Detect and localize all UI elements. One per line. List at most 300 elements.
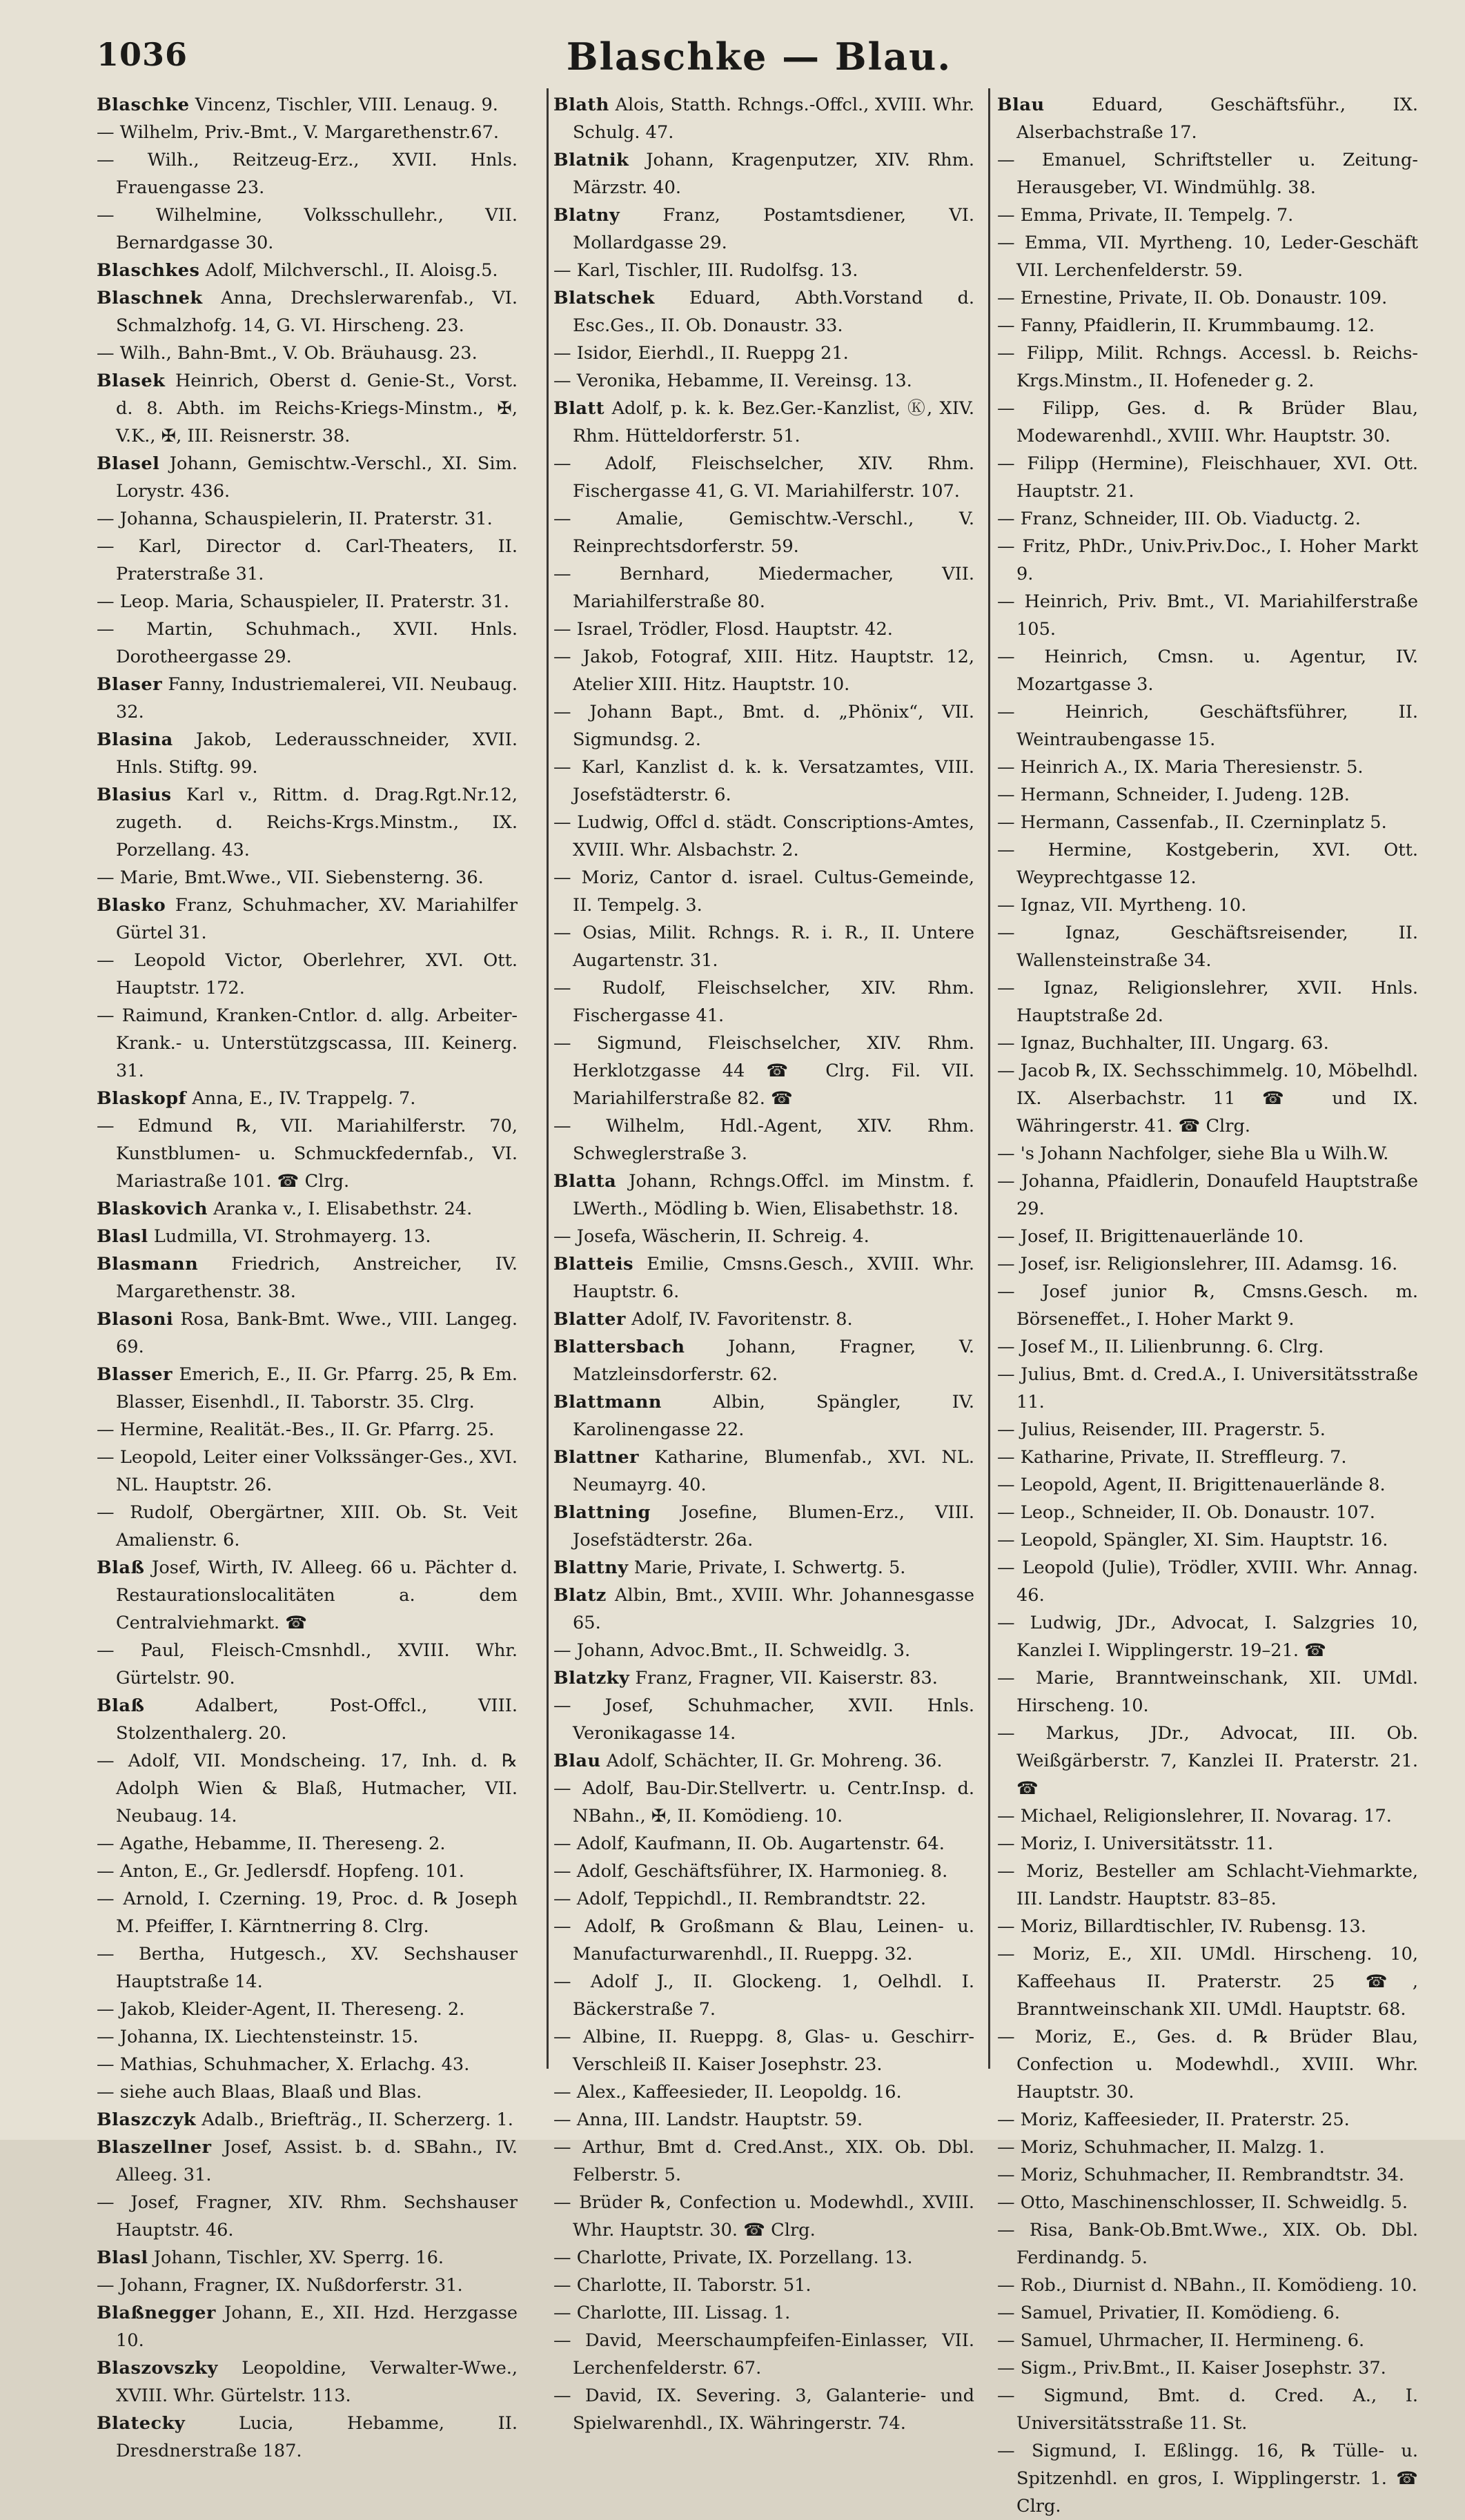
entry-text: Karl v., Rittm. d. Drag.Rgt.Nr.12, zugeth. d. Reichs-Krgs.Minstm., IX. Porzellang. 43. <box>116 785 518 860</box>
entry-text: — Johanna, IX. Liechtensteinstr. 15. <box>97 2027 419 2047</box>
directory-entry <box>97 1306 518 1361</box>
directory-entry <box>553 339 974 367</box>
entry-text: Albin, Spängler, IV. Karolinengasse 22. <box>573 1392 974 1440</box>
entry-text: — Moriz, E., XII. UMdl. Hirscheng. 10, Kaffeehaus II. Praterstr. 25 ☎, Branntweinschank XII. UMdl. Hauptstr. 68. <box>997 1944 1418 2020</box>
entry-text: — Leop., Schneider, II. Ob. Donaustr. 107. <box>997 1502 1375 1523</box>
entry-surname: Blaszczyk <box>97 2109 197 2130</box>
entry-text: — Samuel, Uhrmacher, II. Hermineng. 6. <box>997 2330 1365 2351</box>
entry-text: Eduard, Abth.Vorstand d. Esc.Ges., II. Ob. Donaustr. 33. <box>573 288 974 336</box>
entry-text: Eduard, Geschäftsführ., IX. Alserbachstraße 17. <box>1016 95 1418 143</box>
entry-surname: Blaßnegger <box>97 2303 216 2323</box>
page-number: 1036 <box>97 36 188 73</box>
entry-text: — Johann, Fragner, IX. Nußdorferstr. 31. <box>97 2275 463 2296</box>
directory-entry <box>553 1168 974 1223</box>
directory-entry <box>997 229 1418 284</box>
directory-entry <box>553 1112 974 1168</box>
directory-entry <box>553 1885 974 1913</box>
directory-entry <box>997 1471 1418 1499</box>
entry-text: — Hermann, Cassenfab., II. Czerninplatz 5. <box>997 812 1387 833</box>
directory-entry <box>997 2161 1418 2189</box>
directory-entry <box>97 146 518 201</box>
entry-text: — Heinrich A., IX. Maria Theresienstr. 5. <box>997 757 1364 778</box>
entry-text: Johann, Kragenputzer, XIV. Rhm. Märzstr. 40. <box>573 150 974 198</box>
entry-text: Josef, Wirth, IV. Alleeg. 66 u. Pächter d. Restaurationslocalitäten a. dem Centralviehmarkt. ☎ <box>116 1557 518 1633</box>
entry-surname: Blattner <box>553 1447 639 1468</box>
entry-text: Franz, Postamtsdiener, VI. Mollardgasse 29. <box>573 205 975 253</box>
entry-surname: Blaß <box>97 1557 145 1578</box>
directory-entry <box>553 698 974 754</box>
entry-text: Johann, E., XII. Hzd. Herzgasse 10. <box>116 2303 518 2351</box>
directory-entry <box>997 809 1418 836</box>
directory-entry <box>997 643 1418 698</box>
entry-surname: Blattny <box>553 1557 629 1578</box>
entry-text: Fanny, Industriemalerei, VII. Neubaug. 32. <box>116 674 518 722</box>
entry-text: Alois, Statth. Rchngs.-Offcl., XVIII. Whr. Schulg. 47. <box>573 95 975 143</box>
directory-entry <box>553 2382 974 2437</box>
directory-entry <box>997 1057 1418 1140</box>
entry-text: — Charlotte, III. Lissag. 1. <box>553 2303 791 2323</box>
directory-entry <box>553 367 974 395</box>
entry-text: — Moriz, Kaffeesieder, II. Praterstr. 25. <box>997 2109 1350 2130</box>
entry-text: — Charlotte, Private, IX. Porzellang. 13. <box>553 2247 913 2268</box>
entry-text: — Bernhard, Miedermacher, VII. Mariahilferstraße 80. <box>553 564 974 612</box>
directory-entry <box>997 1223 1418 1250</box>
entry-text: Aranka v., I. Elisabethstr. 24. <box>213 1199 473 1219</box>
entry-text: — Adolf, Fleischselcher, XIV. Rhm. Fischergasse 41, G. VI. Mariahilferstr. 107. <box>553 453 974 502</box>
entry-text: — Filipp, Ges. d. ℞ Brüder Blau, Modewarenhdl., XVIII. Whr. Hauptstr. 30. <box>997 398 1418 446</box>
entry-text: — Moriz, Billardtischler, IV. Rubensg. 13. <box>997 1916 1366 1937</box>
entry-text: — Leopold Victor, Oberlehrer, XVI. Ott. Hauptstr. 172. <box>97 950 518 998</box>
entry-text: Franz, Schuhmacher, XV. Mariahilfer Gürtel 31. <box>116 895 518 943</box>
directory-entry <box>553 616 974 643</box>
entry-text: — Leopold, Leiter einer Volkssänger-Ges., XVI. NL. Hauptstr. 26. <box>97 1447 518 1495</box>
entry-text: — Moriz, I. Universitätsstr. 11. <box>997 1833 1274 1854</box>
directory-entry <box>97 2244 518 2272</box>
directory-entry <box>997 1526 1418 1554</box>
entry-text: Leopoldine, Verwalter-Wwe., XVIII. Whr. Gürtelstr. 113. <box>116 2358 518 2406</box>
directory-entry <box>553 257 974 284</box>
directory-entry <box>997 1913 1418 1940</box>
directory-entry <box>97 1361 518 1416</box>
entry-text: — Paul, Fleisch-Cmsnhdl., XVIII. Whr. Gürtelstr. 90. <box>97 1640 518 1689</box>
directory-entry <box>553 1664 974 1692</box>
directory-entry <box>97 1085 518 1112</box>
entry-text: — Ludwig, JDr., Advocat, I. Salzgries 10, Kanzlei I. Wipplingerstr. 19–21. ☎ <box>997 1613 1418 1661</box>
entry-text: — Sigmund, I. Eßlingg. 16, ℞ Tülle- u. Spitzenhdl. en gros, I. Wipplingerstr. 1. ☎ Clrg. <box>997 2441 1418 2517</box>
directory-entry <box>553 2327 974 2382</box>
directory-entry <box>997 1140 1418 1168</box>
directory-entry <box>553 1030 974 1112</box>
directory-entry <box>997 1250 1418 1278</box>
directory-entry <box>97 1885 518 1940</box>
directory-entry <box>997 2272 1418 2299</box>
entry-text: — Moriz, Schuhmacher, II. Malzg. 1. <box>997 2137 1325 2158</box>
entry-surname: Blasoni <box>97 1309 174 1330</box>
entry-text: — Leopold, Agent, II. Brigittenauerlände 8. <box>997 1475 1386 1495</box>
entry-text: — Emma, VII. Myrtheng. 10, Leder-Geschäft VII. Lerchenfelderstr. 59. <box>997 233 1418 281</box>
entry-text: Adolf, Schächter, II. Gr. Mohreng. 36. <box>606 1751 943 1771</box>
entry-text: — Karl, Director d. Carl-Theaters, II. Praterstraße 31. <box>97 536 518 584</box>
page-header <box>97 28 1422 90</box>
entry-text: — Hermine, Realität.-Bes., II. Gr. Pfarrg. 25. <box>97 1419 495 1440</box>
directory-entry <box>997 698 1418 754</box>
directory-entry <box>553 2189 974 2244</box>
entry-surname: Blaszellner <box>97 2137 212 2158</box>
entry-text: — Wilh., Bahn-Bmt., V. Ob. Bräuhausg. 23. <box>97 343 478 364</box>
entry-text: — Sigmund, Fleischselcher, XIV. Rhm. Herklotzgasse 44 ☎ Clrg. Fil. VII. Mariahilferstraße 82. ☎ <box>553 1033 974 1109</box>
entry-text: — Rudolf, Fleischselcher, XIV. Rhm. Fischergasse 41. <box>553 978 974 1026</box>
column-2 <box>553 91 975 2434</box>
entry-surname: Blau <box>553 1751 601 1771</box>
entry-surname: Blaser <box>97 674 163 695</box>
entry-text: — Anton, E., Gr. Jedlersdf. Hopfeng. 101. <box>97 1861 464 1882</box>
entry-text: — Alex., Kaffeesieder, II. Leopoldg. 16. <box>553 2082 902 2103</box>
directory-entry <box>553 1692 974 1747</box>
directory-entry <box>553 974 974 1030</box>
entry-surname: Blatta <box>553 1171 617 1192</box>
entry-text: — Rudolf, Obergärtner, XIII. Ob. St. Veit Amalienstr. 6. <box>97 1502 518 1551</box>
directory-entry <box>997 1168 1418 1223</box>
directory-entry <box>997 533 1418 588</box>
directory-entry <box>997 1802 1418 1830</box>
directory-entry <box>553 809 974 864</box>
entry-text: — Jakob, Fotograf, XIII. Hitz. Hauptstr. 12, Atelier XIII. Hitz. Hauptstr. 10. <box>553 647 974 695</box>
entry-text: — Wilh., Reitzeug-Erz., XVII. Hnls. Frauengasse 23. <box>97 150 518 198</box>
entry-text: — Osias, Milit. Rchngs. R. i. R., II. Untere Augartenstr. 31. <box>553 923 974 971</box>
entry-surname: Blatny <box>553 205 620 226</box>
directory-entry <box>997 974 1418 1030</box>
entry-text: — Heinrich, Geschäftsführer, II. Weintraubengasse 15. <box>997 702 1418 750</box>
directory-entry <box>97 2299 518 2354</box>
directory-entry <box>97 616 518 671</box>
entry-text: — Israel, Trödler, Flosd. Hauptstr. 42. <box>553 619 893 640</box>
directory-entry <box>997 2299 1418 2327</box>
entry-surname: Blasser <box>97 1364 173 1385</box>
directory-entry <box>997 2354 1418 2382</box>
directory-entry <box>553 450 974 505</box>
directory-entry <box>997 1361 1418 1416</box>
directory-entry <box>97 284 518 339</box>
directory-entry <box>997 312 1418 339</box>
directory-entry <box>997 284 1418 312</box>
directory-entry <box>97 1444 518 1499</box>
entry-surname: Blatschek <box>553 288 655 308</box>
directory-entry <box>997 919 1418 974</box>
directory-entry <box>97 2189 518 2244</box>
entry-text: Marie, Private, I. Schwertg. 5. <box>633 1557 906 1578</box>
directory-entry <box>97 2023 518 2051</box>
directory-entry <box>97 947 518 1002</box>
entry-text: — Bertha, Hutgesch., XV. Sechshauser Hauptstraße 14. <box>97 1944 518 1992</box>
directory-entry <box>997 2134 1418 2161</box>
directory-entry <box>553 2023 974 2078</box>
directory-entry <box>97 1692 518 1747</box>
directory-entry <box>553 1637 974 1664</box>
directory-entry <box>553 2106 974 2134</box>
entry-text: — Fritz, PhDr., Univ.Priv.Doc., I. Hoher Markt 9. <box>997 536 1418 584</box>
entry-text: — Adolf J., II. Glockeng. 1, Oelhdl. I. Bäckerstraße 7. <box>553 1971 974 2020</box>
directory-entry <box>97 339 518 367</box>
directory-entry <box>997 1444 1418 1471</box>
directory-entry <box>997 2023 1418 2106</box>
entry-text: — Fanny, Pfaidlerin, II. Krummbaumg. 12. <box>997 315 1375 336</box>
entry-surname: Blatt <box>553 398 605 419</box>
entry-text: — Josef, Fragner, XIV. Rhm. Sechshauser Hauptstr. 46. <box>97 2192 518 2241</box>
directory-columns <box>97 91 1428 2517</box>
directory-entry <box>997 2216 1418 2272</box>
entry-text: — Albine, II. Rueppg. 8, Glas- u. Geschirr-Verschleiß II. Kaiser Josephstr. 23. <box>553 2027 974 2075</box>
entry-surname: Blaskovich <box>97 1199 208 1219</box>
directory-entry <box>997 781 1418 809</box>
directory-entry <box>553 1913 974 1968</box>
directory-entry <box>553 91 974 146</box>
directory-entry <box>997 754 1418 781</box>
entry-text: — Isidor, Eierhdl., II. Rueppg 21. <box>553 343 849 364</box>
directory-entry <box>553 1250 974 1306</box>
entry-text: — Josef, Schuhmacher, XVII. Hnls. Veronikagasse 14. <box>553 1695 974 1744</box>
entry-text: Emilie, Cmsns.Gesch., XVIII. Whr. Hauptstr. 6. <box>573 1254 974 1302</box>
directory-entry <box>97 588 518 616</box>
directory-entry <box>97 1554 518 1637</box>
directory-entry <box>997 1499 1418 1526</box>
entry-text: — Ignaz, Buchhalter, III. Ungarg. 63. <box>997 1033 1329 1054</box>
directory-entry <box>97 533 518 588</box>
directory-entry <box>97 1637 518 1692</box>
directory-entry <box>97 671 518 726</box>
directory-entry <box>997 146 1418 201</box>
entry-text: — Wilhelm, Hdl.-Agent, XIV. Rhm. Schweglerstraße 3. <box>553 1116 974 1164</box>
entry-surname: Blaschke <box>97 95 190 115</box>
entry-text: — Julius, Bmt. d. Cred.A., I. Universitätsstraße 11. <box>997 1364 1418 1412</box>
directory-entry <box>997 395 1418 450</box>
directory-entry <box>553 1747 974 1775</box>
directory-entry <box>997 1416 1418 1444</box>
entry-text: Anna, E., IV. Trappelg. 7. <box>192 1088 416 1109</box>
column-1 <box>97 91 518 2461</box>
directory-entry <box>97 864 518 892</box>
directory-entry <box>553 754 974 809</box>
directory-entry <box>97 1250 518 1306</box>
entry-text: — Katharine, Private, II. Streffleurg. 7. <box>997 1447 1347 1468</box>
entry-text: — Anna, III. Landstr. Hauptstr. 59. <box>553 2109 863 2130</box>
directory-entry <box>553 1775 974 1830</box>
entry-text: Adolf, p. k. k. Bez.Ger.-Kanzlist, Ⓚ, XIV. Rhm. Hütteldorferstr. 51. <box>573 398 974 446</box>
entry-text: — siehe auch Blaas, Blaaß und Blas. <box>97 2082 422 2103</box>
entry-text: — David, Meerschaumpfeifen-Einlasser, VII. Lerchenfelderstr. 67. <box>553 2330 974 2379</box>
entry-text: Johann, Gemischtw.-Verschl., XI. Sim. Lorystr. 436. <box>116 453 518 502</box>
directory-entry <box>997 1858 1418 1913</box>
entry-surname: Blatteis <box>553 1254 633 1274</box>
entry-text: Emerich, E., II. Gr. Pfarrg. 25, ℞ Em. Blasser, Eisenhdl., II. Taborstr. 35. Clrg. <box>116 1364 518 1412</box>
entry-text: — Julius, Reisender, III. Pragerstr. 5. <box>997 1419 1326 1440</box>
directory-entry <box>97 367 518 450</box>
entry-surname: Blaskopf <box>97 1088 187 1109</box>
directory-entry <box>553 1306 974 1333</box>
directory-entry <box>997 1333 1418 1361</box>
directory-entry <box>553 919 974 974</box>
entry-text: — Emanuel, Schriftsteller u. Zeitung-Herausgeber, VI. Windmühlg. 38. <box>997 150 1418 198</box>
directory-entry <box>553 2244 974 2272</box>
entry-surname: Blaschkes <box>97 260 200 281</box>
directory-entry <box>97 2410 518 2465</box>
directory-entry <box>97 1940 518 1996</box>
entry-text: — Wilhelm, Priv.-Bmt., V. Margarethenstr.67. <box>97 122 500 143</box>
entry-text: — Johanna, Pfaidlerin, Donaufeld Hauptstraße 29. <box>997 1171 1418 1219</box>
entry-text: — Leopold (Julie), Trödler, XVIII. Whr. Annag. 46. <box>997 1557 1418 1606</box>
directory-entry <box>553 1333 974 1388</box>
directory-entry <box>997 91 1418 146</box>
entry-text: — Johann, Advoc.Bmt., II. Schweidlg. 3. <box>553 1640 911 1661</box>
directory-entry <box>97 119 518 146</box>
directory-entry <box>997 505 1418 533</box>
entry-surname: Blau <box>997 95 1045 115</box>
directory-entry <box>97 2078 518 2106</box>
directory-entry <box>553 2299 974 2327</box>
directory-entry <box>997 2437 1418 2520</box>
entry-text: Josef, Assist. b. d. SBahn., IV. Alleeg. 31. <box>116 2137 518 2185</box>
entry-text: — Karl, Tischler, III. Rudolfsg. 13. <box>553 260 858 281</box>
entry-text: — Arthur, Bmt d. Cred.Anst., XIX. Ob. Dbl. Felberstr. 5. <box>553 2137 974 2185</box>
directory-entry <box>97 450 518 505</box>
entry-text: — Amalie, Gemischtw.-Verschl., V. Reinprechtsdorferstr. 59. <box>553 509 974 557</box>
running-head: Blaschke — Blau. <box>566 35 952 79</box>
entry-text: — Adolf, ℞ Großmann & Blau, Leinen- u. Manufacturwarenhdl., II. Rueppg. 32. <box>553 1916 974 1965</box>
entry-text: — Raimund, Kranken-Cntlor. d. allg. Arbeiter-Krank.- u. Unterstützgscassa, III. Keinerg. 31. <box>97 1005 518 1081</box>
entry-text: Johann, Fragner, V. Matzleinsdorferstr. 62. <box>573 1337 974 1385</box>
directory-entry <box>553 1388 974 1444</box>
entry-surname: Blaszovszky <box>97 2358 218 2379</box>
entry-text: Johann, Rchngs.Offcl. im Minstm. f. LWerth., Mödling b. Wien, Elisabethstr. 18. <box>573 1171 975 1219</box>
entry-text: — Moriz, E., Ges. d. ℞ Brüder Blau, Confection u. Modewhdl., XVIII. Whr. Hauptstr. 30. <box>997 2027 1418 2103</box>
directory-entry <box>97 201 518 257</box>
entry-text: — Adolf, Teppichdl., II. Rembrandtstr. 22. <box>553 1889 927 1909</box>
entry-surname: Blasina <box>97 729 173 750</box>
directory-entry <box>997 1940 1418 2023</box>
directory-entry <box>97 726 518 781</box>
directory-entry <box>997 588 1418 643</box>
directory-entry <box>997 2382 1418 2437</box>
entry-text: — Marie, Bmt.Wwe., VII. Siebensterng. 36. <box>97 867 484 888</box>
entry-text: — Leop. Maria, Schauspieler, II. Praterstr. 31. <box>97 591 510 612</box>
entry-text: — Adolf, Bau-Dir.Stellvertr. u. Centr.Insp. d. NBahn., ✠, II. Komödieng. 10. <box>553 1778 974 1827</box>
directory-entry <box>97 1195 518 1223</box>
directory-entry <box>97 2354 518 2410</box>
directory-entry <box>997 836 1418 892</box>
entry-text: — Sigm., Priv.Bmt., II. Kaiser Josephstr. 37. <box>997 2358 1386 2379</box>
directory-entry <box>997 450 1418 505</box>
entry-surname: Blasel <box>97 453 160 474</box>
directory-entry <box>553 1223 974 1250</box>
directory-entry <box>997 2189 1418 2216</box>
directory-entry <box>97 1416 518 1444</box>
entry-text: — Sigmund, Bmt. d. Cred. A., I. Universitätsstraße 11. St. <box>997 2385 1418 2434</box>
directory-entry <box>97 1499 518 1554</box>
entry-text: — Johann Bapt., Bmt. d. „Phönix“, VII. Sigmundsg. 2. <box>553 702 974 750</box>
directory-entry <box>997 2106 1418 2134</box>
directory-entry <box>553 1444 974 1499</box>
directory-entry <box>553 1858 974 1885</box>
directory-entry <box>553 1582 974 1637</box>
entry-text: — Josefa, Wäscherin, II. Schreig. 4. <box>553 1226 869 1247</box>
entry-text: — Hermann, Schneider, I. Judeng. 12B. <box>997 785 1350 805</box>
entry-text: Vincenz, Tischler, VIII. Lenaug. 9. <box>195 95 498 115</box>
entry-text: — Franz, Schneider, III. Ob. Viaductg. 2. <box>997 509 1361 529</box>
directory-entry <box>97 781 518 864</box>
entry-text: Anna, Drechslerwarenfab., VI. Schmalzhofg. 14, G. VI. Hirscheng. 23. <box>116 288 518 336</box>
entry-text: Josefine, Blumen-Erz., VIII. Josefstädterstr. 26a. <box>573 1502 974 1551</box>
directory-entry <box>997 1830 1418 1858</box>
entry-text: — Moriz, Cantor d. israel. Cultus-Gemeinde, II. Tempelg. 3. <box>553 867 974 916</box>
entry-text: — Josef junior ℞, Cmsns.Gesch. m. Börseneffet., I. Hoher Markt 9. <box>997 1281 1418 1330</box>
entry-text: — Emma, Private, II. Tempelg. 7. <box>997 205 1294 226</box>
entry-text: — Rob., Diurnist d. NBahn., II. Komödieng. 10. <box>997 2275 1417 2296</box>
column-3 <box>997 91 1418 2517</box>
entry-text: — Hermine, Kostgeberin, XVI. Ott. Weyprechtgasse 12. <box>997 840 1418 888</box>
directory-entry <box>97 91 518 119</box>
directory-entry <box>553 1830 974 1858</box>
entry-text: Johann, Tischler, XV. Sperrg. 16. <box>153 2247 444 2268</box>
entry-text: — Heinrich, Priv. Bmt., VI. Mariahilferstraße 105. <box>997 591 1418 640</box>
directory-entry <box>553 201 974 257</box>
directory-entry <box>553 864 974 919</box>
directory-entry <box>553 146 974 201</box>
entry-surname: Blattning <box>553 1502 651 1523</box>
directory-entry <box>553 395 974 450</box>
entry-text: — Markus, JDr., Advocat, III. Ob. Weißgärberstr. 7, Kanzlei II. Praterstr. 21. ☎ <box>997 1723 1418 1799</box>
entry-text: — Adolf, VII. Mondscheing. 17, Inh. d. ℞ Adolph Wien & Blaß, Hutmacher, VII. Neubaug. 14. <box>97 1751 518 1827</box>
directory-entry <box>997 1609 1418 1664</box>
entry-text: Adalbert, Post-Offcl., VIII. Stolzenthalerg. 20. <box>116 1695 518 1744</box>
entry-text: — Ignaz, Religionslehrer, XVII. Hnls. Hauptstraße 2d. <box>997 978 1418 1026</box>
entry-text: — Filipp, Milit. Rchngs. Accessl. b. Reichs-Krgs.Minstm., II. Hofeneder g. 2. <box>997 343 1418 391</box>
directory-entry <box>97 1112 518 1195</box>
entry-text: — Marie, Branntweinschank, XII. UMdl. Hirscheng. 10. <box>997 1668 1418 1716</box>
entry-text: Adolf, Milchverschl., II. Aloisg.5. <box>205 260 498 281</box>
entry-surname: Blath <box>553 95 609 115</box>
directory-entry <box>97 892 518 947</box>
entry-surname: Blatz <box>553 1585 607 1606</box>
directory-entry <box>553 643 974 698</box>
entry-text: Ludmilla, VI. Strohmayerg. 13. <box>153 1226 431 1247</box>
entry-text: — Michael, Religionslehrer, II. Novarag. 17. <box>997 1806 1392 1827</box>
directory-entry <box>553 1499 974 1554</box>
entry-surname: Blattersbach <box>553 1337 685 1357</box>
entry-text: — David, IX. Severing. 3, Galanterie- und Spielwarenhdl., IX. Währingerstr. 74. <box>553 2385 974 2434</box>
directory-entry <box>97 1747 518 1830</box>
directory-entry <box>997 201 1418 229</box>
entry-text: — Veronika, Hebamme, II. Vereinsg. 13. <box>553 371 912 391</box>
entry-surname: Blaschnek <box>97 288 203 308</box>
entry-surname: Blasko <box>97 895 166 916</box>
entry-text: Franz, Fragner, VII. Kaiserstr. 83. <box>635 1668 938 1689</box>
entry-text: — Charlotte, II. Taborstr. 51. <box>553 2275 812 2296</box>
entry-surname: Blasl <box>97 2247 148 2268</box>
directory-entry <box>97 505 518 533</box>
entry-text: — Josef, isr. Religionslehrer, III. Adamsg. 16. <box>997 1254 1398 1274</box>
directory-entry <box>553 2078 974 2106</box>
directory-entry <box>97 257 518 284</box>
entry-text: — Ludwig, Offcl d. städt. Conscriptions-Amtes, XVIII. Whr. Alsbachstr. 2. <box>553 812 974 860</box>
entry-text: Lucia, Hebamme, II. Dresdnerstraße 187. <box>116 2413 518 2461</box>
entry-text: — 's Johann Nachfolger, siehe Bla u Wilh.W. <box>997 1143 1389 1164</box>
entry-text: — Mathias, Schuhmacher, X. Erlachg. 43. <box>97 2054 470 2075</box>
directory-entry <box>553 505 974 560</box>
entry-text: — Agathe, Hebamme, II. Thereseng. 2. <box>97 1833 446 1854</box>
entry-surname: Blatzky <box>553 1668 630 1689</box>
directory-entry <box>97 1002 518 1085</box>
directory-entry <box>553 2272 974 2299</box>
directory-entry <box>997 339 1418 395</box>
